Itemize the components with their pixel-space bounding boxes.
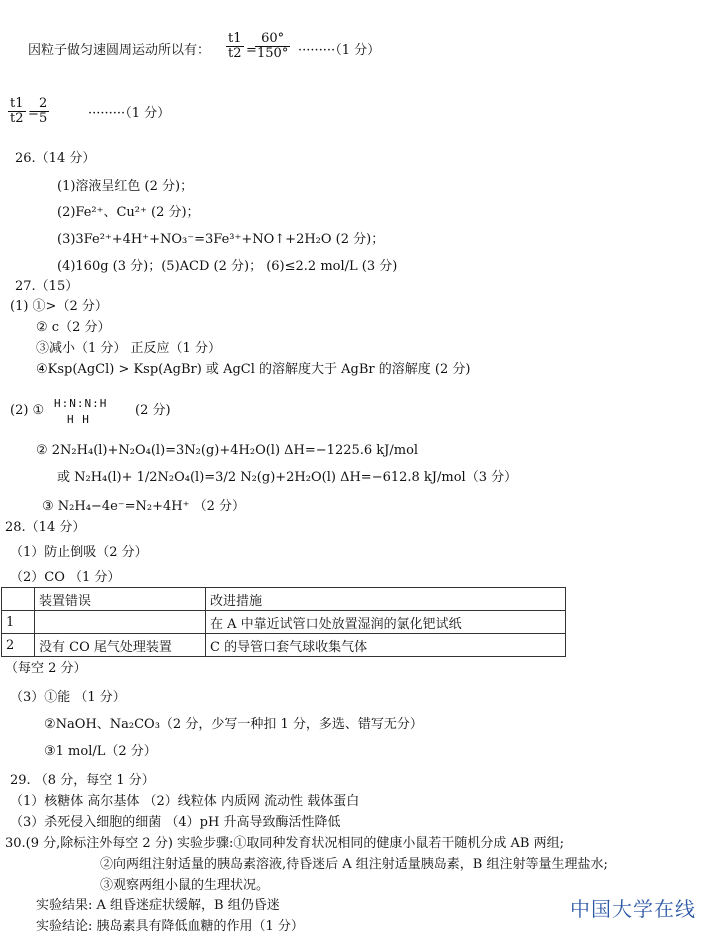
fraction-numerator: t1 bbox=[10, 96, 24, 111]
q30-result: 实验结果: A 组昏迷症状缓解，B 组仍昏迷 bbox=[36, 898, 280, 913]
line-1-text: 因粒子做匀速圆周运动所以有： bbox=[28, 43, 211, 58]
q27-part2-score: (2 分) bbox=[135, 403, 171, 418]
q28-answer-1: （1）防止倒吸（2 分） bbox=[10, 545, 148, 560]
score-note: ·········（1 分） bbox=[298, 43, 381, 58]
fraction-t1-t2 bbox=[8, 97, 26, 126]
q29-answer-1: （1）核糖体 高尔基体 （2）线粒体 内质网 流动性 载体蛋白 bbox=[10, 794, 360, 809]
watermark-logo: 中国大学在线 bbox=[570, 897, 696, 921]
q28-answer-3c: ③1 mol/L（2 分） bbox=[44, 744, 157, 759]
table-header-cell: 改进措施 bbox=[206, 588, 566, 611]
q28-answer-3b: ②NaOH、Na₂CO₃（2 分，少写一种扣 1 分，多选、错写无分） bbox=[44, 717, 423, 732]
electron-dot-structure: H:N:N:H bbox=[54, 397, 108, 410]
q27-part1-a: (1) ①>（2 分） bbox=[10, 299, 108, 314]
fraction-denominator: t2 bbox=[10, 111, 24, 126]
q30-step-3: ③观察两组小鼠的生理状况。 bbox=[100, 878, 270, 893]
fraction-denominator: 5 bbox=[39, 111, 48, 126]
fraction-denominator: t2 bbox=[228, 46, 242, 61]
table-cell: 在 A 中靠近试管口处放置湿润的氯化钯试纸 bbox=[206, 611, 566, 634]
table-header-row bbox=[2, 588, 566, 611]
q26-answer-3: (3)3Fe²⁺+4H⁺+NO₃⁻=3Fe³⁺+NO↑+2H₂O (2 分)； bbox=[57, 232, 385, 247]
q29-heading: 29. （8 分，每空 1 分） bbox=[10, 773, 155, 788]
q27-part2-b: ② 2N₂H₄(l)+N₂O₄(l)=3N₂(g)+4H₂O(l) ΔH=−1225.6 kJ/mol bbox=[36, 443, 419, 458]
equals-sign: = bbox=[28, 106, 39, 121]
q30-conclusion: 实验结论: 胰岛素具有降低血糖的作用（1 分） bbox=[36, 919, 304, 934]
fraction-numerator: 60° bbox=[255, 32, 290, 47]
fraction-numerator: 2 bbox=[39, 96, 48, 111]
q28-note: （每空 2 分） bbox=[5, 661, 87, 676]
q29-answer-2: （3）杀死侵入细胞的细菌 （4）pH 升高导致酶活性降低 bbox=[10, 815, 341, 830]
table-row bbox=[2, 634, 566, 657]
q27-part2-prefix: (2) ① bbox=[10, 403, 45, 418]
q28-answer-3: （3）①能 （1 分） bbox=[10, 690, 126, 705]
q27-part1-b: ② c（2 分） bbox=[36, 320, 111, 335]
fraction-denominator: 150° bbox=[257, 46, 289, 61]
score-note: ·········（1 分） bbox=[88, 106, 171, 121]
q28-answer-2: （2）CO （1 分） bbox=[10, 570, 121, 585]
q27-part1-d: ④Ksp(AgCl) > Ksp(AgBr) 或 AgCl 的溶解度大于 AgBr 的溶解度 (2 分) bbox=[36, 362, 471, 377]
table-cell: 1 bbox=[2, 611, 35, 634]
q27-part2-c: 或 N₂H₄(l)+ 1/2N₂O₄(l)=3/2 N₂(g)+2H₂O(l) ΔH=−612.8 kJ/mol（3 分） bbox=[57, 470, 518, 485]
table-cell bbox=[35, 611, 206, 634]
q27-heading: 27.（15） bbox=[15, 279, 79, 294]
table-cell: C 的导管口套气球收集气体 bbox=[206, 634, 566, 657]
fraction-t1-t2 bbox=[226, 32, 244, 61]
table-row bbox=[2, 611, 566, 634]
q26-heading: 26.（14 分） bbox=[15, 151, 96, 166]
q26-answer-4: (4)160g (3 分)；(5)ACD (2 分)； (6)≤2.2 mol/L (3 分) bbox=[57, 259, 398, 274]
fraction-ratio bbox=[37, 97, 49, 126]
q26-answer-1: (1)溶液呈红色 (2 分)； bbox=[57, 179, 194, 194]
table-cell: 2 bbox=[2, 634, 35, 657]
table-header-cell bbox=[2, 588, 35, 611]
correction-table bbox=[1, 587, 566, 657]
equals-sign: = bbox=[246, 43, 257, 58]
q28-heading: 28.（14 分） bbox=[5, 520, 86, 535]
q30-heading: 30.(9 分,除标注外每空 2 分) 实验步骤:①取同种发育状况相同的健康小鼠若干随机分成 AB 两组; bbox=[5, 836, 564, 851]
electron-dot-structure-h: H H bbox=[67, 413, 90, 426]
fraction-numerator: t1 bbox=[228, 31, 242, 46]
fraction-angles bbox=[255, 32, 290, 61]
q27-part2-d: ③ N₂H₄−4e⁻=N₂+4H⁺ （2 分） bbox=[42, 499, 246, 514]
q27-part1-c: ③减小（1 分） 正反应（1 分） bbox=[36, 341, 221, 356]
table-cell: 没有 CO 尾气处理装置 bbox=[35, 634, 206, 657]
q30-step-2: ②向两组注射适量的胰岛素溶液,待昏迷后 A 组注射适量胰岛素，B 组注射等量生理盐水; bbox=[100, 857, 608, 872]
table-header-cell: 装置错误 bbox=[35, 588, 206, 611]
q26-answer-2: (2)Fe²⁺、Cu²⁺ (2 分)； bbox=[57, 205, 200, 220]
